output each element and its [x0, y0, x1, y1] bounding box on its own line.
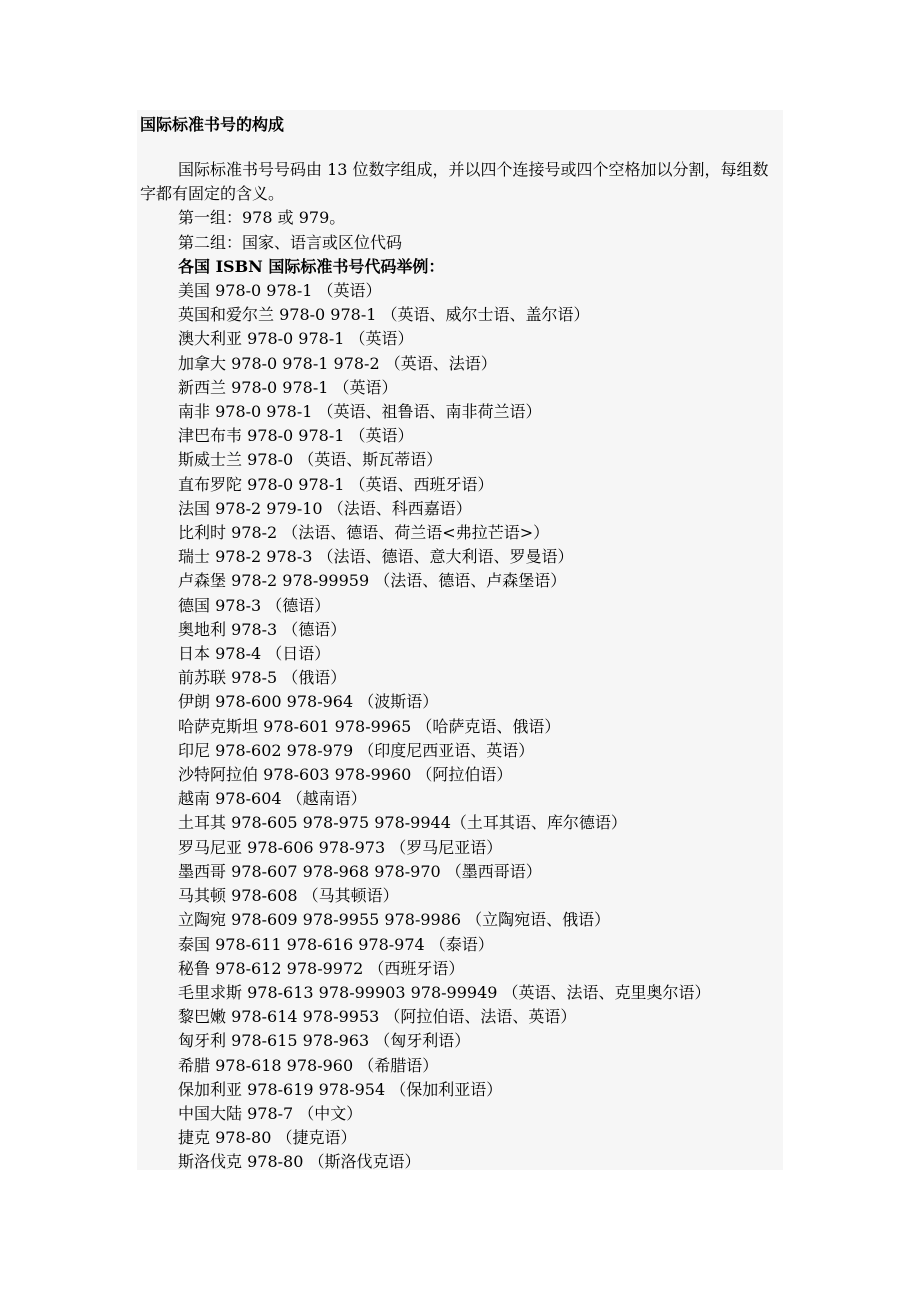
list-item: 斯洛伐克 978-80 （斯洛伐克语） [178, 1152, 421, 1172]
list-item: 津巴布韦 978-0 978-1 （英语） [178, 426, 414, 446]
list-item: 南非 978-0 978-1 （英语、祖鲁语、南非荷兰语） [178, 402, 542, 422]
list-item: 哈萨克斯坦 978-601 978-9965 （哈萨克语、俄语） [178, 716, 561, 736]
list-item: 奥地利 978-3 （德语） [178, 619, 347, 639]
list-item: 斯威士兰 978-0 （英语、斯瓦蒂语） [178, 450, 443, 470]
list-item: 直布罗陀 978-0 978-1 （英语、西班牙语） [178, 474, 494, 494]
list-item: 日本 978-4 （日语） [178, 644, 331, 664]
list-item: 澳大利亚 978-0 978-1 （英语） [178, 329, 414, 349]
list-item: 墨西哥 978-607 978-968 978-970 （墨西哥语） [178, 861, 542, 881]
examples-heading: 各国 ISBN 国际标准书号代码举例： [178, 256, 445, 276]
list-item: 希腊 978-618 978-960 （希腊语） [178, 1055, 439, 1075]
list-item: 土耳其 978-605 978-975 978-9944（土耳其语、库尔德语） [178, 813, 627, 833]
list-item: 匈牙利 978-615 978-963 （匈牙利语） [178, 1031, 471, 1051]
list-item: 英国和爱尔兰 978-0 978-1 （英语、威尔士语、盖尔语） [178, 305, 590, 325]
list-item: 保加利亚 978-619 978-954 （保加利亚语） [178, 1079, 503, 1099]
intro-paragraph: 国际标准书号号码由 13 位数字组成，并以四个连接号或四个空格加以分割，每组数字都有固定的含义。 [140, 160, 769, 204]
list-item: 伊朗 978-600 978-964 （波斯语） [178, 692, 439, 712]
list-item: 前苏联 978-5 （俄语） [178, 668, 347, 688]
document-body [140, 158, 780, 1175]
list-item: 黎巴嫩 978-614 978-9953 （阿拉伯语、法语、英语） [178, 1007, 577, 1027]
group-1-line: 第一组：978 或 979。 [178, 208, 346, 228]
list-item: 中国大陆 978-7 （中文） [178, 1103, 363, 1123]
list-item: 德国 978-3 （德语） [178, 595, 331, 615]
list-item: 毛里求斯 978-613 978-99903 978-99949 （英语、法语、克里奥尔语） [178, 982, 711, 1002]
list-item: 加拿大 978-0 978-1 978-2 （英语、法语） [178, 353, 497, 373]
list-item: 瑞士 978-2 978-3 （法语、德语、意大利语、罗曼语） [178, 547, 574, 567]
list-item: 比利时 978-2 （法语、德语、荷兰语<弗拉芒语>） [178, 523, 550, 543]
list-item: 卢森堡 978-2 978-99959 （法语、德语、卢森堡语） [178, 571, 567, 591]
list-item: 法国 978-2 979-10 （法语、科西嘉语） [178, 498, 472, 518]
list-item: 新西兰 978-0 978-1 （英语） [178, 377, 398, 397]
list-item: 美国 978-0 978-1 （英语） [178, 281, 382, 301]
group-2-line: 第二组：国家、语言或区位代码 [178, 232, 403, 252]
list-item: 沙特阿拉伯 978-603 978-9960 （阿拉伯语） [178, 765, 513, 785]
document-title: 国际标准书号的构成 [140, 115, 285, 134]
list-item: 罗马尼亚 978-606 978-973 （罗马尼亚语） [178, 837, 503, 857]
list-item: 印尼 978-602 978-979 （印度尼西亚语、英语） [178, 740, 535, 760]
list-item: 捷克 978-80 （捷克语） [178, 1128, 357, 1148]
list-item: 越南 978-604 （越南语） [178, 789, 367, 809]
list-item: 立陶宛 978-609 978-9955 978-9986 （立陶宛语、俄语） [178, 910, 611, 930]
list-item: 泰国 978-611 978-616 978-974 （泰语） [178, 934, 494, 954]
list-item: 秘鲁 978-612 978-9972 （西班牙语） [178, 958, 465, 978]
list-item: 马其顿 978-608 （马其顿语） [178, 886, 399, 906]
country-code-list [140, 279, 780, 1175]
